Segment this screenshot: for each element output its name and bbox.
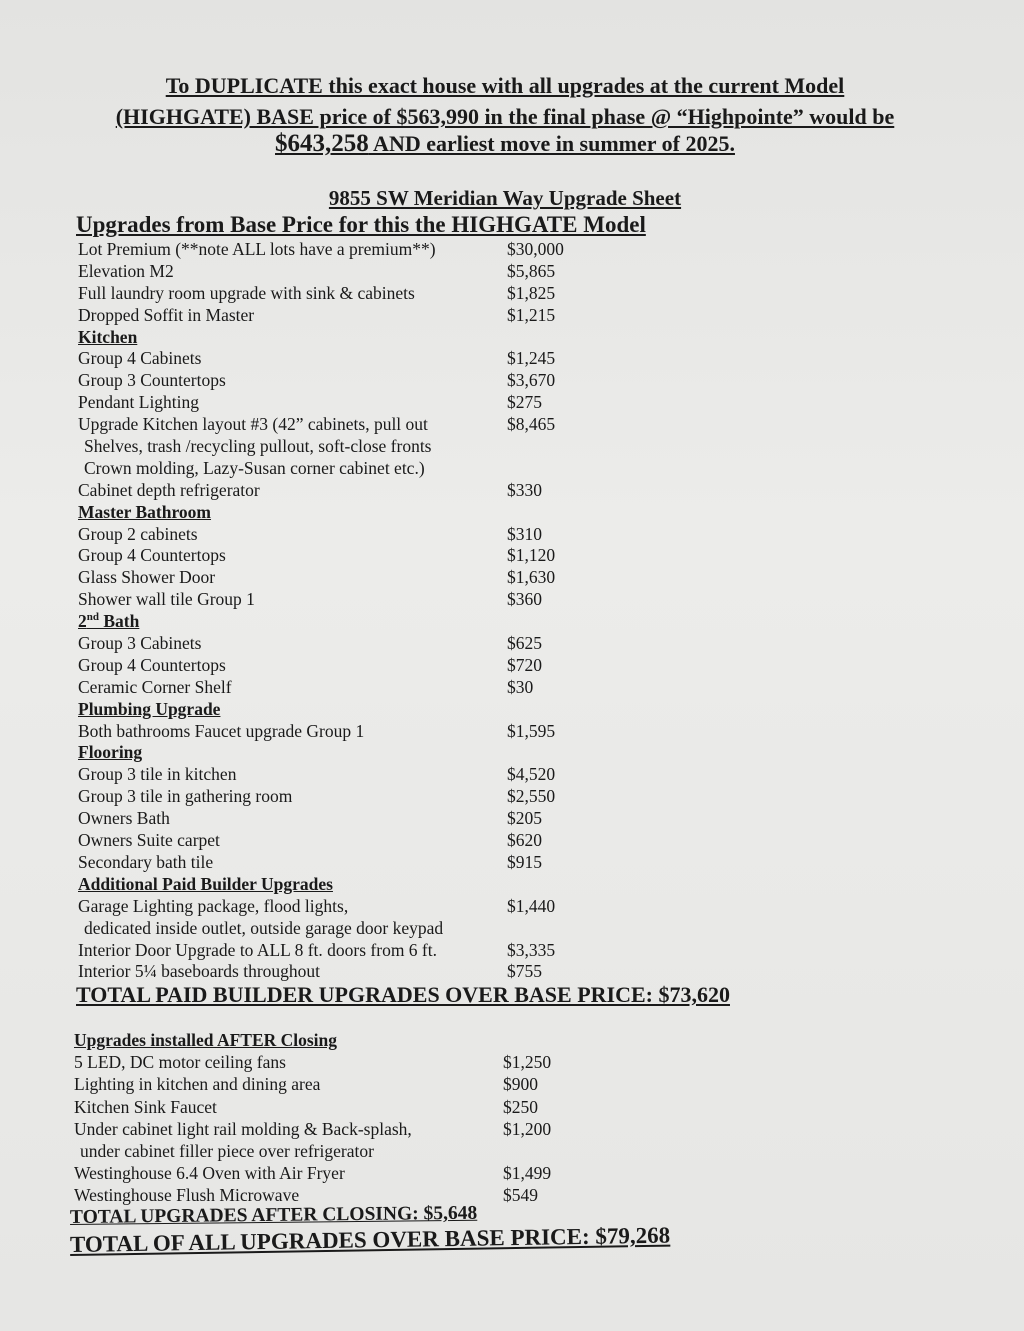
item-label: dedicated inside outlet, outside garage door keypad [84,917,444,938]
item-label: Flooring [78,742,143,763]
item-label: Group 3 tile in kitchen [78,764,237,785]
item-price: $30,000 [507,239,564,259]
item-label: Kitchen [78,326,138,347]
headline-line-2: (HIGHGATE) BASE price of $563,990 in the final phase @ “Highpointe” would be [115,104,895,129]
item-label: Additional Paid Builder Upgrades [78,873,333,894]
line-item [76,918,636,940]
line-item [72,1097,632,1119]
item-label: Lighting in kitchen and dining area [74,1074,321,1095]
line-item [76,633,636,655]
item-price: $1,120 [507,545,556,566]
total-after-closing: TOTAL UPGRADES AFTER CLOSING: $5,648 [69,1202,478,1228]
item-price: $1,200 [503,1118,552,1139]
item-label: Group 4 Countertops [78,545,226,566]
line-item [76,655,636,677]
line-item [76,940,636,962]
item-label: Master Bathroom [78,501,212,522]
item-label: Group 4 Countertops [78,654,226,675]
line-item [76,370,636,392]
item-label: Owners Bath [78,808,170,829]
line-item [76,436,636,458]
item-price: $360 [507,589,542,610]
section-heading [76,874,636,896]
item-label: Group 4 Cabinets [78,348,202,369]
item-label: Shower wall tile Group 1 [78,589,255,610]
item-price: $1,825 [507,282,556,303]
line-item [76,239,636,261]
item-price: $620 [507,830,542,851]
item-label: Ceramic Corner Shelf [78,676,232,697]
item-label: Plumbing Upgrade [78,698,221,719]
item-label: 2nd Bath [78,611,140,632]
item-label: Elevation M2 [78,260,174,281]
line-item [76,764,636,786]
item-price: $310 [507,523,542,544]
line-item [76,261,636,283]
item-price: $625 [507,633,542,654]
item-price: $755 [507,961,542,982]
item-label: Crown molding, Lazy-Susan corner cabinet etc.) [84,457,425,478]
item-label: Group 3 Cabinets [78,633,202,654]
item-label: Interior Door Upgrade to ALL 8 ft. doors from 6 ft. [78,939,437,960]
line-item [76,392,636,414]
item-price: $3,335 [507,939,556,960]
item-label: Upgrade Kitchen layout #3 (42” cabinets, pull out [78,414,428,435]
after-closing-list [72,1030,632,1208]
item-price: $1,250 [503,1052,552,1073]
line-item [76,545,636,567]
item-price: $1,499 [503,1163,552,1184]
line-item [76,524,636,546]
item-price: $549 [503,1185,538,1206]
item-label: Group 2 cabinets [78,523,198,544]
item-label: Lot Premium (**note ALL lots have a premium**) [78,239,436,259]
headline-line-3 [60,128,950,159]
item-label: Interior 5¼ baseboards throughout [78,961,321,982]
item-label: Under cabinet light rail molding & Back-splash, [74,1118,412,1139]
item-label: Pendant Lighting [78,392,200,413]
line-item [76,677,636,699]
item-label: Group 3 Countertops [78,370,226,391]
section-heading [76,327,636,349]
item-price: $330 [507,479,542,500]
line-item [72,1052,632,1074]
item-price: $5,865 [507,260,556,281]
item-label: Glass Shower Door [78,567,216,588]
item-label: Group 3 tile in gathering room [78,786,293,807]
line-item [76,808,636,830]
section-heading [76,611,636,633]
line-item [76,852,636,874]
item-price: $1,595 [507,720,556,741]
total-all-upgrades: TOTAL OF ALL UPGRADES OVER BASE PRICE: $79,268 [69,1222,671,1257]
item-price: $2,550 [507,786,556,807]
item-label: Garage Lighting package, flood lights, [78,895,349,916]
line-item [76,283,636,305]
item-price: $915 [507,851,542,872]
item-label: Secondary bath tile [78,851,214,872]
line-item [76,786,636,808]
item-label: Upgrades installed AFTER Closing [74,1030,338,1050]
line-item [76,961,636,983]
section-heading [72,1030,632,1052]
item-price: $900 [503,1074,538,1095]
item-label: Shelves, trash /recycling pullout, soft-close fronts [84,436,432,457]
item-label: Cabinet depth refrigerator [78,479,260,500]
item-label: Owners Suite carpet [78,830,220,851]
line-item [76,458,636,480]
item-label: under cabinet filler piece over refrigerator [80,1140,374,1161]
item-label: 5 LED, DC motor ceiling fans [74,1052,286,1073]
sheet-title: 9855 SW Meridian Way Upgrade Sheet [328,186,682,210]
line-item [76,830,636,852]
item-price: $1,215 [507,304,556,325]
section-heading [76,502,636,524]
headline-line-1: To DUPLICATE this exact house with all upgrades at the current Model [165,73,845,98]
line-item [76,480,636,502]
line-item [72,1119,632,1141]
line-item [72,1141,632,1163]
item-price: $4,520 [507,764,556,785]
move-in-note: AND earliest move in summer of 2025. [368,131,735,156]
item-price: $250 [503,1096,538,1117]
upgrade-list [76,239,636,983]
item-price: $1,245 [507,348,556,369]
item-price: $8,465 [507,414,556,435]
item-price: $205 [507,808,542,829]
item-price: $720 [507,654,542,675]
section-heading [76,742,636,764]
line-item [76,567,636,589]
section-heading [76,699,636,721]
duplicate-price: $643,258 [275,130,369,157]
line-item [72,1163,632,1185]
item-price: $1,630 [507,567,556,588]
line-item [76,305,636,327]
total-paid-upgrades: TOTAL PAID BUILDER UPGRADES OVER BASE PRICE: $73,620 [76,982,730,1007]
item-label: Both bathrooms Faucet upgrade Group 1 [78,720,365,741]
item-label: Dropped Soffit in Master [78,304,255,325]
item-label: Kitchen Sink Faucet [74,1096,217,1117]
item-price: $30 [507,676,534,697]
line-item [76,414,636,436]
line-item [76,348,636,370]
item-label: Westinghouse Flush Microwave [74,1185,300,1206]
item-price: $1,440 [507,895,556,916]
item-price: $275 [507,392,542,413]
item-price: $3,670 [507,370,556,391]
line-item [76,896,636,918]
line-item [76,721,636,743]
line-item [72,1074,632,1096]
line-item [76,589,636,611]
item-label: Westinghouse 6.4 Oven with Air Fryer [74,1163,345,1184]
item-label: Full laundry room upgrade with sink & cabinets [78,282,415,303]
sheet-subtitle: Upgrades from Base Price for this the HIGHGATE Model [76,212,646,237]
